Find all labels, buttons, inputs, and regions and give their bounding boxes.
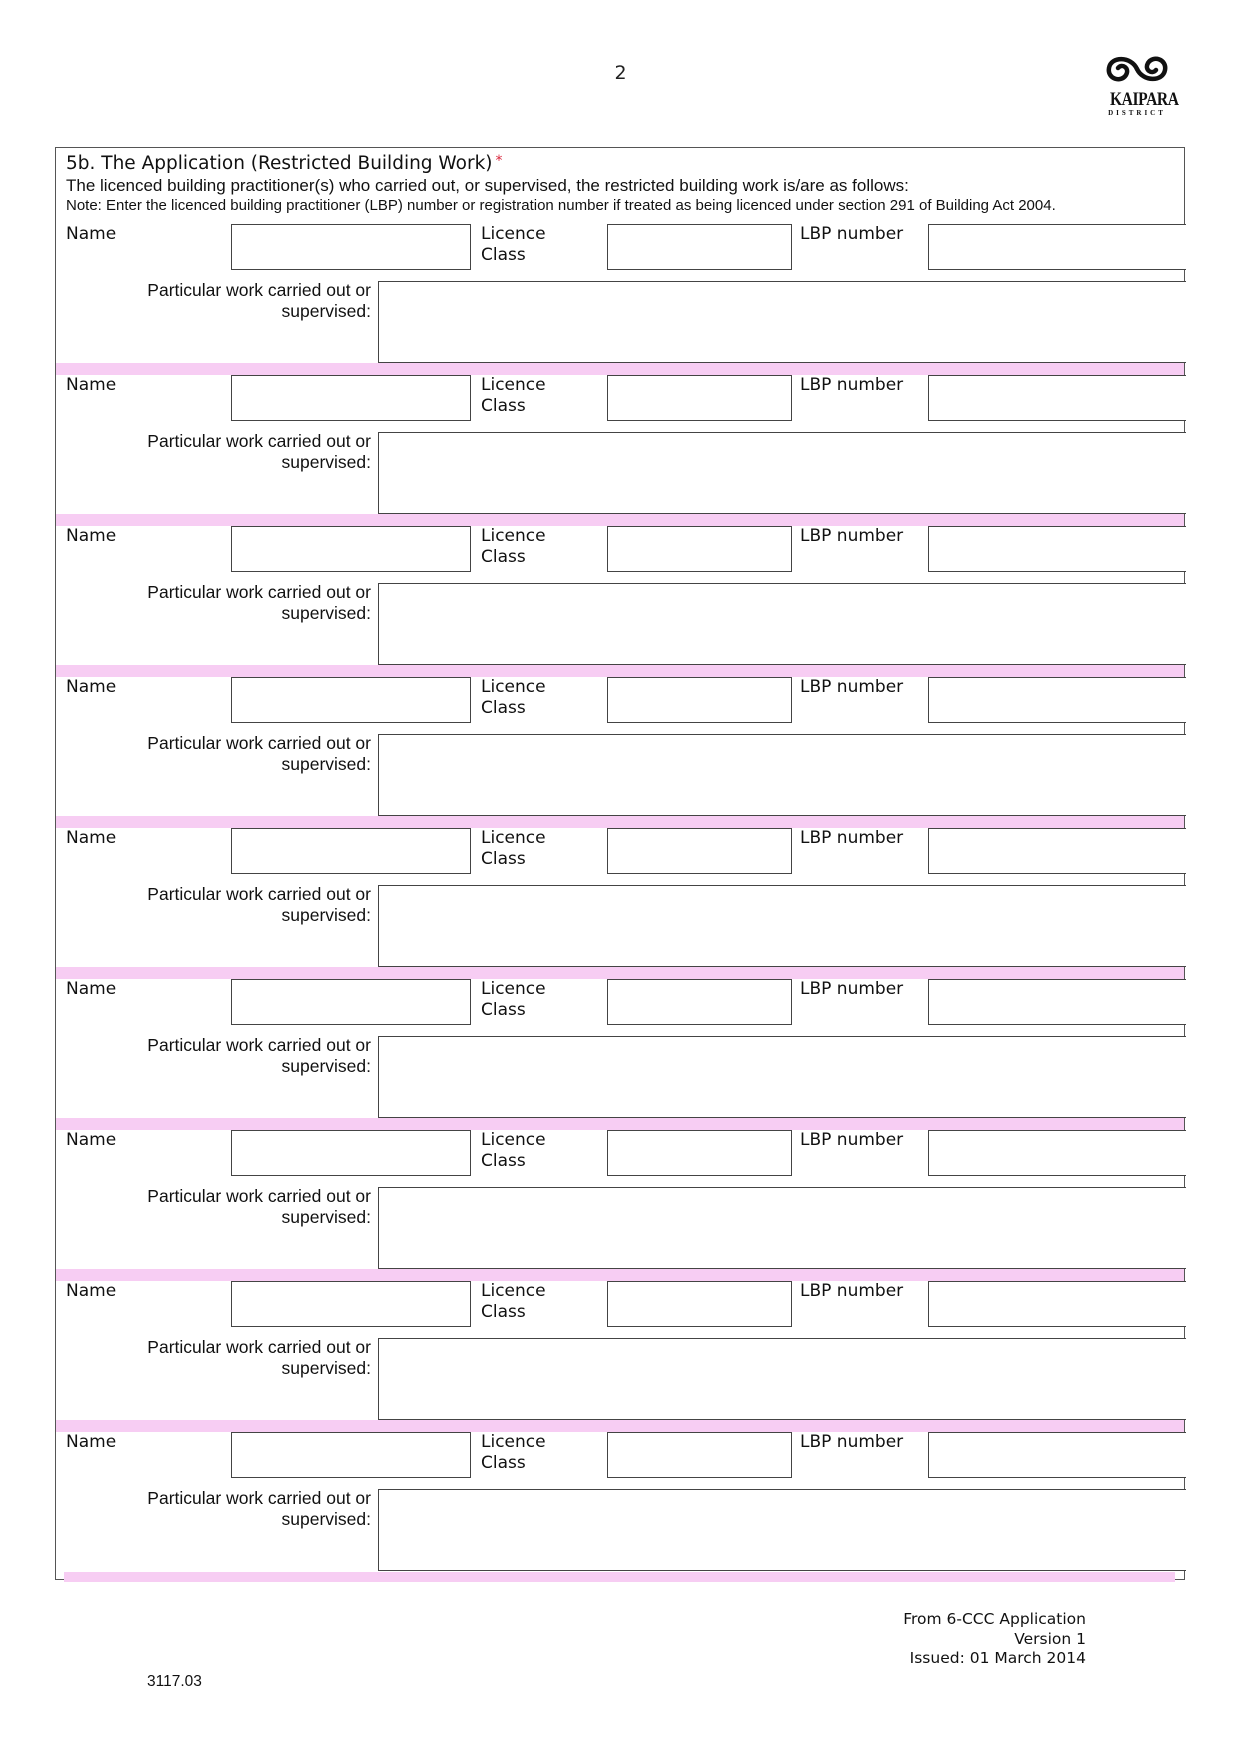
form-version-info	[820, 1610, 1086, 1669]
logo-subtitle: DISTRICT	[1108, 109, 1166, 117]
logo-wordmark: KAIPARA	[1109, 89, 1179, 110]
work-label	[86, 1186, 371, 1228]
lbp-number-field[interactable]	[928, 677, 1186, 723]
work-label-line-1: Particular work carried out or	[147, 884, 371, 904]
work-label-line-2: supervised:	[281, 754, 371, 774]
licence-class-label	[481, 979, 571, 1021]
licence-class-label-line-2: Class	[481, 245, 526, 265]
entry-divider-band	[56, 1269, 1184, 1281]
licence-class-label	[481, 224, 571, 266]
practitioner-entry	[56, 1281, 1184, 1432]
form-name: From 6-CCC Application	[903, 1610, 1086, 1628]
entry-divider-band	[56, 1118, 1184, 1130]
restricted-building-work-section	[55, 147, 1185, 1580]
practitioner-entry	[56, 828, 1184, 979]
entry-divider-band	[56, 514, 1184, 526]
name-field[interactable]	[231, 526, 471, 572]
lbp-number-label: LBP number	[800, 828, 904, 848]
licence-class-label-line-1: Licence	[481, 224, 546, 244]
work-description-field[interactable]	[378, 281, 1186, 363]
name-label: Name	[66, 1281, 117, 1301]
work-label-line-1: Particular work carried out or	[147, 1186, 371, 1206]
work-label-line-2: supervised:	[281, 1358, 371, 1378]
work-label-line-2: supervised:	[281, 452, 371, 472]
licence-class-label-line-2: Class	[481, 1151, 526, 1171]
work-description-field[interactable]	[378, 1489, 1186, 1571]
licence-class-field[interactable]	[607, 1130, 792, 1176]
page-number: 2	[614, 62, 627, 84]
lbp-number-field[interactable]	[928, 224, 1186, 270]
work-label-line-1: Particular work carried out or	[147, 1337, 371, 1357]
kaipara-district-logo	[1104, 52, 1179, 117]
licence-class-label-line-2: Class	[481, 1453, 526, 1473]
entry-divider-band	[56, 816, 1184, 828]
licence-class-field[interactable]	[607, 677, 792, 723]
kaipara-swirl-icon	[1104, 52, 1170, 86]
name-label: Name	[66, 677, 117, 697]
licence-class-label-line-2: Class	[481, 698, 526, 718]
section-header	[66, 148, 1180, 215]
licence-class-label-line-1: Licence	[481, 375, 546, 395]
practitioner-entry	[56, 224, 1184, 375]
work-label	[86, 1488, 371, 1530]
lbp-number-field[interactable]	[928, 375, 1186, 421]
work-description-field[interactable]	[378, 885, 1186, 967]
licence-class-label	[481, 1281, 571, 1323]
licence-class-label-line-2: Class	[481, 1302, 526, 1322]
name-field[interactable]	[231, 375, 471, 421]
work-label	[86, 1035, 371, 1077]
lbp-number-label: LBP number	[800, 526, 904, 546]
section-title	[66, 151, 1180, 174]
licence-class-field[interactable]	[607, 526, 792, 572]
lbp-number-label: LBP number	[800, 1432, 904, 1452]
licence-class-label-line-2: Class	[481, 547, 526, 567]
work-label-line-1: Particular work carried out or	[147, 1035, 371, 1055]
name-field[interactable]	[231, 677, 471, 723]
work-label	[86, 280, 371, 322]
licence-class-label	[481, 828, 571, 870]
licence-class-field[interactable]	[607, 224, 792, 270]
work-label	[86, 884, 371, 926]
work-label-line-1: Particular work carried out or	[147, 733, 371, 753]
licence-class-label-line-1: Licence	[481, 1281, 546, 1301]
work-description-field[interactable]	[378, 583, 1186, 665]
name-label: Name	[66, 375, 117, 395]
name-label: Name	[66, 526, 117, 546]
licence-class-field[interactable]	[607, 1281, 792, 1327]
name-field[interactable]	[231, 224, 471, 270]
name-label: Name	[66, 1130, 117, 1150]
licence-class-label-line-1: Licence	[481, 1432, 546, 1452]
lbp-number-field[interactable]	[928, 1432, 1186, 1478]
lbp-number-field[interactable]	[928, 1281, 1186, 1327]
name-field[interactable]	[231, 828, 471, 874]
lbp-number-field[interactable]	[928, 979, 1186, 1025]
name-label: Name	[66, 979, 117, 999]
licence-class-label-line-2: Class	[481, 396, 526, 416]
practitioner-entry	[56, 375, 1184, 526]
practitioner-entry	[56, 526, 1184, 677]
entry-divider-band	[56, 665, 1184, 677]
section-title-text: 5b. The Application (Restricted Building Work)	[66, 153, 493, 174]
name-field[interactable]	[231, 1432, 471, 1478]
name-field[interactable]	[231, 1281, 471, 1327]
work-description-field[interactable]	[378, 1187, 1186, 1269]
work-label-line-1: Particular work carried out or	[147, 582, 371, 602]
work-label-line-2: supervised:	[281, 1509, 371, 1529]
name-label: Name	[66, 224, 117, 244]
practitioner-entry	[56, 1130, 1184, 1281]
licence-class-label	[481, 1432, 571, 1474]
issue-date: Issued: 01 March 2014	[909, 1649, 1086, 1667]
licence-class-label	[481, 1130, 571, 1172]
name-label: Name	[66, 1432, 117, 1452]
work-label	[86, 1337, 371, 1379]
form-version: Version 1	[1014, 1629, 1086, 1648]
entry-divider-band	[64, 1572, 1175, 1582]
work-label-line-2: supervised:	[281, 1056, 371, 1076]
lbp-number-label: LBP number	[800, 1130, 904, 1150]
section-intro: The licenced building practitioner(s) who carried out, or supervised, the restricted building work is/are as follows:	[66, 176, 909, 195]
licence-class-label-line-2: Class	[481, 849, 526, 869]
work-label-line-2: supervised:	[281, 905, 371, 925]
work-label-line-1: Particular work carried out or	[147, 280, 371, 300]
work-label	[86, 733, 371, 775]
required-asterisk: *	[495, 153, 503, 169]
lbp-number-label: LBP number	[800, 224, 904, 244]
name-label: Name	[66, 828, 117, 848]
lbp-number-label: LBP number	[800, 375, 904, 395]
lbp-number-field[interactable]	[928, 1130, 1186, 1176]
name-field[interactable]	[231, 1130, 471, 1176]
licence-class-label-line-2: Class	[481, 1000, 526, 1020]
licence-class-field[interactable]	[607, 828, 792, 874]
entry-divider-band	[56, 1420, 1184, 1432]
practitioner-entry	[56, 979, 1184, 1130]
lbp-number-label: LBP number	[800, 979, 904, 999]
practitioner-entry	[56, 1432, 1184, 1583]
licence-class-label-line-1: Licence	[481, 1130, 546, 1150]
licence-class-field[interactable]	[607, 1432, 792, 1478]
licence-class-label	[481, 375, 571, 417]
lbp-number-label: LBP number	[800, 1281, 904, 1301]
licence-class-field[interactable]	[607, 375, 792, 421]
document-code: 3117.03	[147, 1673, 202, 1690]
work-description-field[interactable]	[378, 734, 1186, 816]
section-note: Note: Enter the licenced building practitioner (LBP) number or registration number if treated as being licenced under section 291 of Building Act 2004.	[66, 197, 1056, 214]
work-description-field[interactable]	[378, 1036, 1186, 1118]
practitioner-entry	[56, 677, 1184, 828]
work-label-line-1: Particular work carried out or	[147, 431, 371, 451]
lbp-number-field[interactable]	[928, 828, 1186, 874]
work-label	[86, 582, 371, 624]
entry-divider-band	[56, 967, 1184, 979]
work-label-line-1: Particular work carried out or	[147, 1488, 371, 1508]
work-label-line-2: supervised:	[281, 603, 371, 623]
licence-class-label-line-1: Licence	[481, 526, 546, 546]
work-description-field[interactable]	[378, 432, 1186, 514]
work-description-field[interactable]	[378, 1338, 1186, 1420]
work-label-line-2: supervised:	[281, 301, 371, 321]
lbp-number-field[interactable]	[928, 526, 1186, 572]
licence-class-field[interactable]	[607, 979, 792, 1025]
licence-class-label	[481, 677, 571, 719]
name-field[interactable]	[231, 979, 471, 1025]
licence-class-label-line-1: Licence	[481, 828, 546, 848]
licence-class-label-line-1: Licence	[481, 979, 546, 999]
licence-class-label-line-1: Licence	[481, 677, 546, 697]
work-label	[86, 431, 371, 473]
licence-class-label	[481, 526, 571, 568]
entry-divider-band	[56, 363, 1184, 375]
lbp-number-label: LBP number	[800, 677, 904, 697]
work-label-line-2: supervised:	[281, 1207, 371, 1227]
